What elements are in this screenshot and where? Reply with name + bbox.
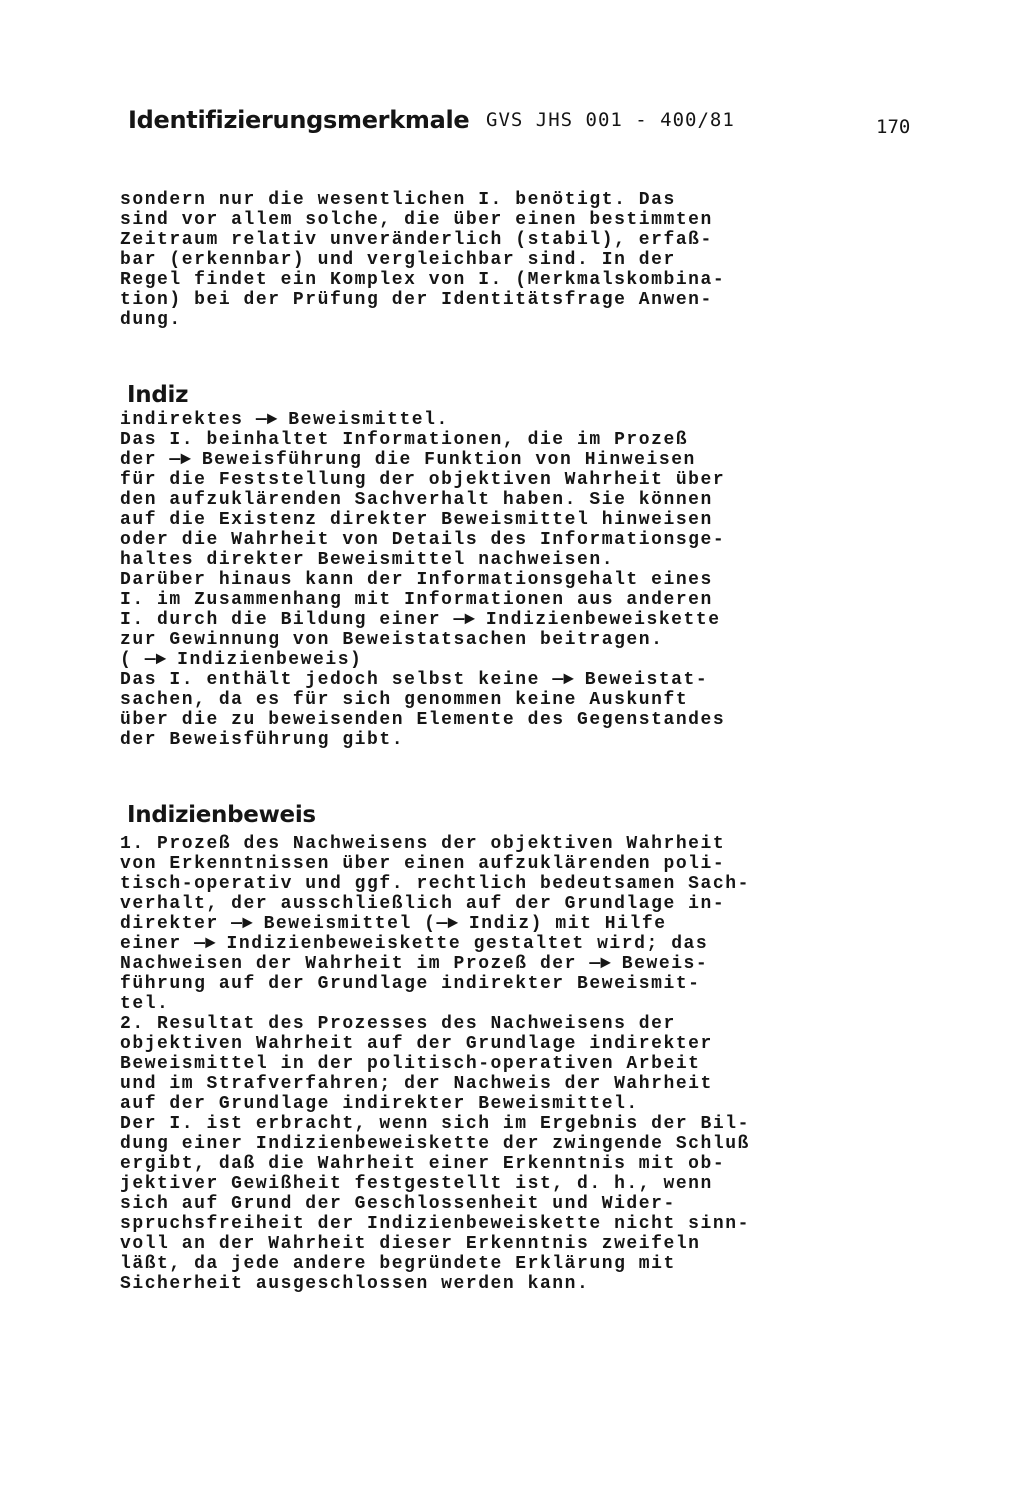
line-text: ergibt, daß die Wahrheit einer Erkenntnis mit ob-: [120, 1154, 726, 1174]
cross-reference-arrow-icon: —►: [453, 610, 486, 630]
text-line: [120, 1274, 780, 1294]
line-text: objektiven Wahrheit auf der Grundlage indirekter: [120, 1034, 713, 1054]
cross-reference-text: Indizienbeweiskette gestaltet wird; das: [226, 934, 709, 954]
line-text: tisch-operativ und ggf. rechtlich bedeutsamen Sach-: [120, 874, 750, 894]
cross-reference-arrow-icon: —►: [194, 934, 227, 954]
cross-reference-text: Beweismittel.: [288, 410, 449, 430]
line-text: über die zu beweisenden Elemente des Gegenstandes: [120, 710, 726, 730]
text-line: [120, 1134, 780, 1154]
line-text: Zeitraum relativ unveränderlich (stabil), erfaß-: [120, 230, 713, 250]
line-text: verhalt, der ausschließlich auf der Grundlage in-: [120, 894, 726, 914]
cross-reference-text: Indiz) mit Hilfe: [468, 914, 667, 934]
text-line: [120, 470, 780, 490]
line-text: den aufzuklärenden Sachverhalt haben. Sie können: [120, 490, 713, 510]
entry-heading-indizienbeweis: Indizienbeweis: [127, 802, 316, 828]
entry-text-indizienbeweis: [120, 834, 780, 1294]
line-text: tel.: [120, 994, 170, 1014]
line-text: Das I. enthält jedoch selbst keine: [120, 670, 553, 690]
cross-reference-arrow-icon: —►: [144, 650, 178, 670]
cross-reference-text: Indizienbeweiskette: [485, 610, 721, 630]
text-line: [120, 1114, 780, 1134]
text-line: [120, 430, 780, 450]
line-text: zur Gewinnung von Beweistatsachen beitragen.: [120, 630, 664, 650]
line-text: läßt, da jede andere begründete Erklärung mit: [120, 1254, 676, 1274]
text-line: [120, 1254, 780, 1274]
text-line: [120, 670, 780, 690]
cross-reference-text: Beweismittel (: [263, 914, 437, 934]
cross-reference-arrow-icon: —►: [589, 954, 622, 974]
line-text: voll an der Wahrheit dieser Erkenntnis zweifeln: [120, 1234, 701, 1254]
line-text: Sicherheit ausgeschlossen werden kann.: [120, 1274, 590, 1294]
cross-reference-text: Indizienbeweis): [177, 650, 363, 670]
line-text: Der I. ist erbracht, wenn sich im Ergebnis der Bil-: [120, 1114, 750, 1134]
text-line: [120, 854, 780, 874]
line-text: indirektes: [120, 410, 256, 430]
text-line: [120, 1234, 780, 1254]
line-text: auf der Grundlage indirekter Beweismittel.: [120, 1094, 639, 1114]
cross-reference-arrow-icon: —►: [169, 450, 202, 470]
text-line: [120, 710, 780, 730]
text-line: [120, 1034, 780, 1054]
text-line: [120, 954, 780, 974]
text-line: [120, 690, 780, 710]
text-line: [120, 974, 780, 994]
line-text: bar (erkennbar) und vergleichbar sind. In der: [120, 250, 676, 270]
text-line: [120, 1014, 780, 1034]
text-line: [120, 650, 780, 670]
line-text: 1. Prozeß des Nachweisens der objektiven Wahrheit: [120, 834, 726, 854]
line-text: dung einer Indizienbeweiskette der zwingende Schluß: [120, 1134, 750, 1154]
text-line: [120, 230, 780, 250]
line-text: dung.: [120, 310, 182, 330]
line-text: der: [120, 450, 170, 470]
line-text: direkter: [120, 914, 232, 934]
continued-entry-text: [120, 190, 780, 330]
line-text: tion) bei der Prüfung der Identitätsfrage Anwen-: [120, 290, 713, 310]
text-line: [120, 934, 780, 954]
cross-reference-text: Beweisführung die Funktion von Hinweisen: [201, 450, 696, 470]
text-line: [120, 490, 780, 510]
line-text: der Beweisführung gibt.: [120, 730, 405, 750]
text-line: [120, 530, 780, 550]
text-line: [120, 310, 780, 330]
line-text: I. im Zusammenhang mit Informationen aus anderen: [120, 590, 713, 610]
line-text: Das I. beinhaltet Informationen, die im Prozeß: [120, 430, 689, 450]
document-reference: GVS JHS 001 - 400/81: [486, 109, 735, 131]
text-line: [120, 914, 780, 934]
text-line: [120, 834, 780, 854]
cross-reference-arrow-icon: —►: [436, 914, 469, 934]
text-line: [120, 1174, 780, 1194]
line-text: haltes direkter Beweismittel nachweisen.: [120, 550, 615, 570]
text-line: [120, 1094, 780, 1114]
text-line: [120, 550, 780, 570]
text-line: [120, 410, 780, 430]
line-text: auf die Existenz direkter Beweismittel hinweisen: [120, 510, 713, 530]
text-line: [120, 730, 780, 750]
line-text: Beweismittel in der politisch-operativen Arbeit: [120, 1054, 701, 1074]
text-line: [120, 630, 780, 650]
cross-reference-arrow-icon: —►: [231, 914, 264, 934]
line-text: sind vor allem solche, die über einen bestimmten: [120, 210, 713, 230]
line-text: Regel findet ein Komplex von I. (Merkmalskombina-: [120, 270, 726, 290]
text-line: [120, 190, 780, 210]
text-line: [120, 1154, 780, 1174]
text-line: [120, 1214, 780, 1234]
text-line: [120, 290, 780, 310]
text-line: [120, 1054, 780, 1074]
cross-reference-text: Beweistat-: [584, 670, 709, 690]
line-text: I. durch die Bildung einer: [120, 610, 454, 630]
line-text: und im Strafverfahren; der Nachweis der Wahrheit: [120, 1074, 713, 1094]
line-text: spruchsfreiheit der Indizienbeweiskette nicht sinn-: [120, 1214, 750, 1234]
running-head-title: Identifizierungsmerkmale: [128, 106, 470, 134]
cross-reference-text: Beweis-: [621, 954, 709, 974]
text-line: [120, 994, 780, 1014]
entry-text-indiz: [120, 410, 780, 750]
line-text: von Erkenntnissen über einen aufzuklärenden poli-: [120, 854, 726, 874]
text-line: [120, 210, 780, 230]
entry-heading-indiz: Indiz: [127, 382, 189, 408]
line-text: 2. Resultat des Prozesses des Nachweisens der: [120, 1014, 676, 1034]
text-line: [120, 570, 780, 590]
line-text: führung auf der Grundlage indirekter Beweismit-: [120, 974, 701, 994]
line-text: (: [120, 650, 145, 670]
text-line: [120, 250, 780, 270]
line-text: oder die Wahrheit von Details des Informationsge-: [120, 530, 726, 550]
line-text: Nachweisen der Wahrheit im Prozeß der: [120, 954, 590, 974]
cross-reference-arrow-icon: —►: [552, 670, 585, 690]
line-text: Darüber hinaus kann der Informationsgehalt eines: [120, 570, 713, 590]
line-text: für die Feststellung der objektiven Wahrheit über: [120, 470, 726, 490]
text-line: [120, 1194, 780, 1214]
text-line: [120, 894, 780, 914]
line-text: sachen, da es für sich genommen keine Auskunft: [120, 690, 689, 710]
text-line: [120, 270, 780, 290]
text-line: [120, 590, 780, 610]
line-text: einer: [120, 934, 195, 954]
text-line: [120, 450, 780, 470]
line-text: sondern nur die wesentlichen I. benötigt. Das: [120, 190, 676, 210]
text-line: [120, 610, 780, 630]
line-text: sich auf Grund der Geschlossenheit und Wider-: [120, 1194, 676, 1214]
cross-reference-arrow-icon: —►: [255, 410, 289, 430]
text-line: [120, 874, 780, 894]
page-number: 170: [876, 116, 911, 138]
text-line: [120, 1074, 780, 1094]
line-text: jektiver Gewißheit festgestellt ist, d. h., wenn: [120, 1174, 713, 1194]
text-line: [120, 510, 780, 530]
